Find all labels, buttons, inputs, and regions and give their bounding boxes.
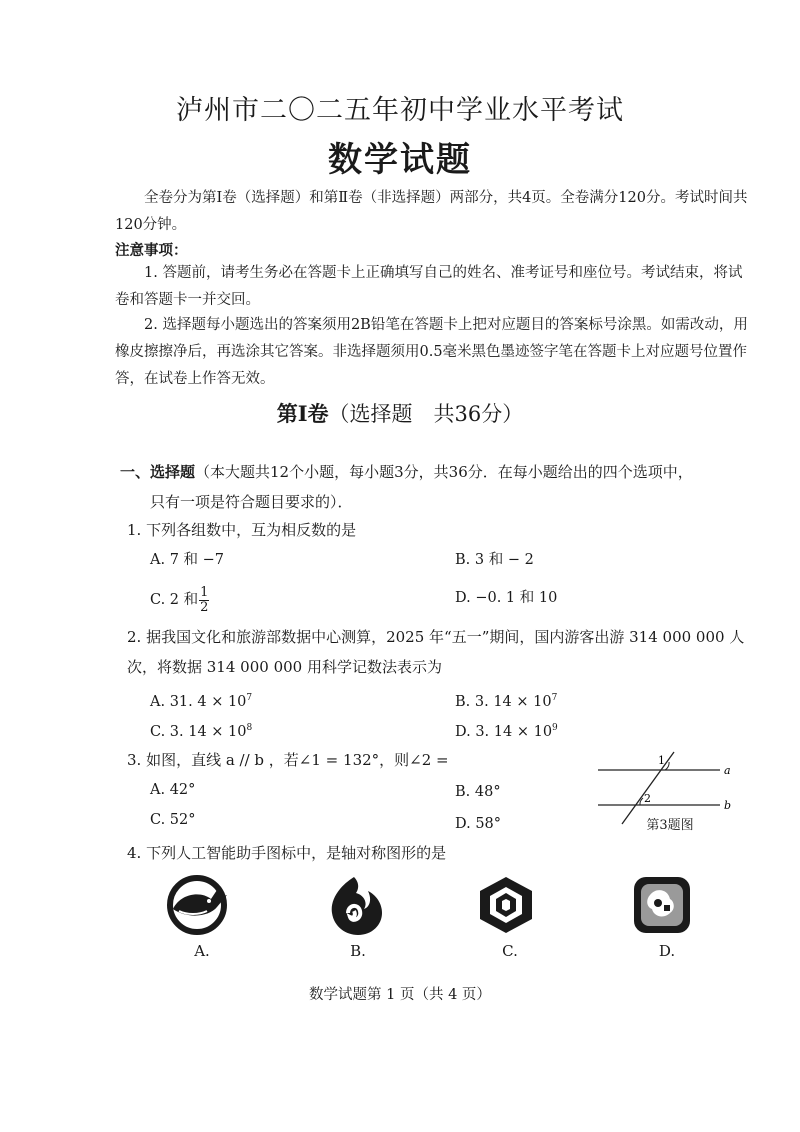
option-b-label: B. [350,942,366,960]
question-1-option-c-prefix: C. 2 和 [150,592,199,608]
label-a: a [724,764,731,777]
q2-c-base: C. 3. 14 × 10 [150,723,247,740]
section-title: 第Ⅰ卷 [276,401,329,426]
option-d-label: D. [658,942,676,960]
question-2-option-a [150,683,252,717]
question-1-option-c [150,585,209,615]
section-heading [0,398,800,428]
question-1-option-a: A. 7 和 −7 [150,552,225,568]
question-3-option-b: B. 48° [455,784,501,800]
exam-title: 泸州市二〇二五年初中学业水平考试 [176,95,624,126]
option-a-label: A. [194,942,210,960]
flame-swirl-logo-icon [324,873,388,937]
fraction-one-half [199,586,209,615]
figure-3-caption: 第3题图 [646,818,694,833]
question-2-option-b [455,683,557,717]
question-1-option-d: D. −0. 1 和 10 [455,590,558,606]
part-one-label: 一、选择题 [120,463,196,481]
q2-a-base: A. 31. 4 × 10 [150,693,247,710]
angle-2-label: 2 [644,792,651,805]
question-2-option-d [455,713,558,747]
q2-c-exponent: 8 [246,723,253,733]
part-one-heading [120,457,760,517]
question-2-stem-1: 2. 据我国文化和旅游部数据中心测算，2025 年“五一”期间，国内游客出游 314 000 000 人 [127,628,745,646]
question-1-option-b: B. 3 和 − 2 [455,552,534,568]
question-4-stem: 4. 下列人工智能助手图标中，是轴对称图形的是 [127,844,447,862]
note-item-1: 1. 答题前，请考生务必在答题卡上正确填写自己的姓名、准考证号和座位号。考试结束，将试卷和答题卡一并交回。 [115,265,743,308]
note-item-2: 2. 选择题每小题选出的答案须用2B铅笔在答题卡上把对应题目的答案标号涂黑。如需改动，用橡皮擦擦净后，再选涂其它答案。非选择题须用0.5毫米黑色墨迹签字笔在答题卡上对应题号位置作答，在试卷上作答无效。 [115,317,748,387]
question-3-stem: 3. 如图，直线 a // b ，若∠1 = 132°，则∠2 = [127,751,449,769]
question-3-option-a: A. 42° [150,782,196,798]
page-footer: 数学试题第 1 页（共 4 页） [309,987,491,1003]
q2-b-base: B. 3. 14 × 10 [455,693,552,710]
notes-title: 注意事项： [115,242,188,259]
exam-intro: 全卷分为第Ⅰ卷（选择题）和第Ⅱ卷（非选择题）两部分，共4页。全卷满分120分。考试时间共120分钟。 [115,190,748,233]
option-c-label: C. [502,942,518,960]
question-3-option-d: D. 58° [455,816,502,832]
part-one-desc-2: 只有一项是符合题目要求的）． [150,493,353,511]
angle-1-label: 1 [658,754,665,767]
label-b: b [724,799,732,812]
question-2-stem-2: 次，将数据 314 000 000 用科学记数法表示为 [127,658,442,676]
q2-b-exponent: 7 [551,693,558,703]
part-one-desc-1: （本大题共12个小题，每小题3分，共36分．在每小题给出的四个选项中， [195,463,693,481]
q2-d-base: D. 3. 14 × 10 [455,723,553,740]
fraction-numerator: 1 [200,584,209,600]
question-1-stem: 1. 下列各组数中，互为相反数的是 [127,521,357,539]
q2-d-exponent: 9 [552,723,558,733]
question-2-option-c [150,713,252,747]
hexagon-cube-logo-icon [474,873,538,937]
whale-logo-icon [165,873,229,937]
question-3-option-c: C. 52° [150,812,196,828]
q2-a-exponent: 7 [246,693,253,703]
fraction-denominator: 2 [200,599,209,615]
rounded-square-shapes-logo-icon [630,873,694,937]
section-subtitle: （选择题 共36分） [328,402,524,426]
subject-title: 数学试题 [328,140,472,180]
